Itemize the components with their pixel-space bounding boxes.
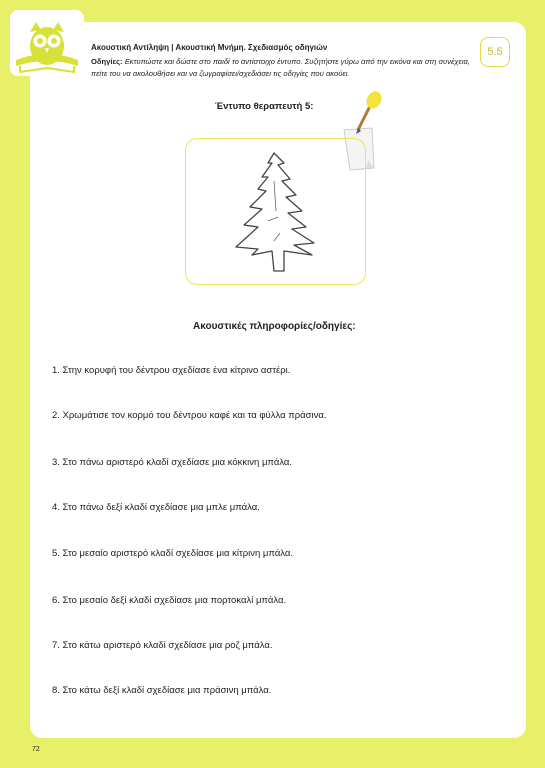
tree-drawing: [228, 151, 320, 273]
header-instructions: [91, 56, 476, 80]
section-badge: 5.5: [480, 37, 510, 67]
instruction-item: 7. Στο κάτω αριστερό κλαδί σχεδίασε μια ροζ μπάλα.: [52, 640, 273, 651]
instructions-text: Εκτυπώστε και δώστε στο παιδί το αντίστοιχο έντυπο. Συζητήστε γύρω από την εικόνα και στη συνέχεια, πείτε του να ακολουθήσει και να ζωγραφίσει/σχεδιάσει τις οδηγίες που ακούει.: [91, 57, 470, 78]
section-title: Ακουστικές πληροφορίες/οδηγίες:: [193, 321, 356, 332]
instructions-label: Οδηγίες:: [91, 57, 123, 66]
instruction-item: 3. Στο πάνω αριστερό κλαδί σχεδίασε μια κόκκινη μπάλα.: [52, 457, 293, 468]
instruction-item: 1. Στην κορυφή του δέντρου σχεδίασε ένα κίτρινο αστέρι.: [52, 365, 291, 376]
copyright: [500, 565, 514, 685]
instruction-item: 8. Στο κάτω δεξί κλαδί σχεδίασε μια πράσινη μπάλα.: [52, 685, 272, 696]
instruction-item: 6. Στο μεσαίο δεξί κλαδί σχεδίασε μια πορτοκαλί μπάλα.: [52, 595, 287, 606]
owl-logo-icon: [8, 8, 86, 78]
instruction-item: 4. Στο πάνω δεξί κλαδί σχεδίασε μια μπλε μπάλα.: [52, 502, 260, 513]
instruction-item: 5. Στο μεσαίο αριστερό κλαδί σχεδίασε μια κίτρινη μπάλα.: [52, 548, 294, 559]
instruction-item: 2. Χρωμάτισε τον κορμό του δέντρου καφέ και τα φύλλα πράσινα.: [52, 410, 327, 421]
page-sheet: [30, 22, 526, 738]
page-number: 72: [32, 746, 40, 753]
form-title: Έντυπο θεραπευτή 5:: [215, 101, 314, 112]
header-title: Ακουστική Αντίληψη | Ακουστική Μνήμη. Σχεδιασμός οδηγιών: [91, 43, 328, 52]
